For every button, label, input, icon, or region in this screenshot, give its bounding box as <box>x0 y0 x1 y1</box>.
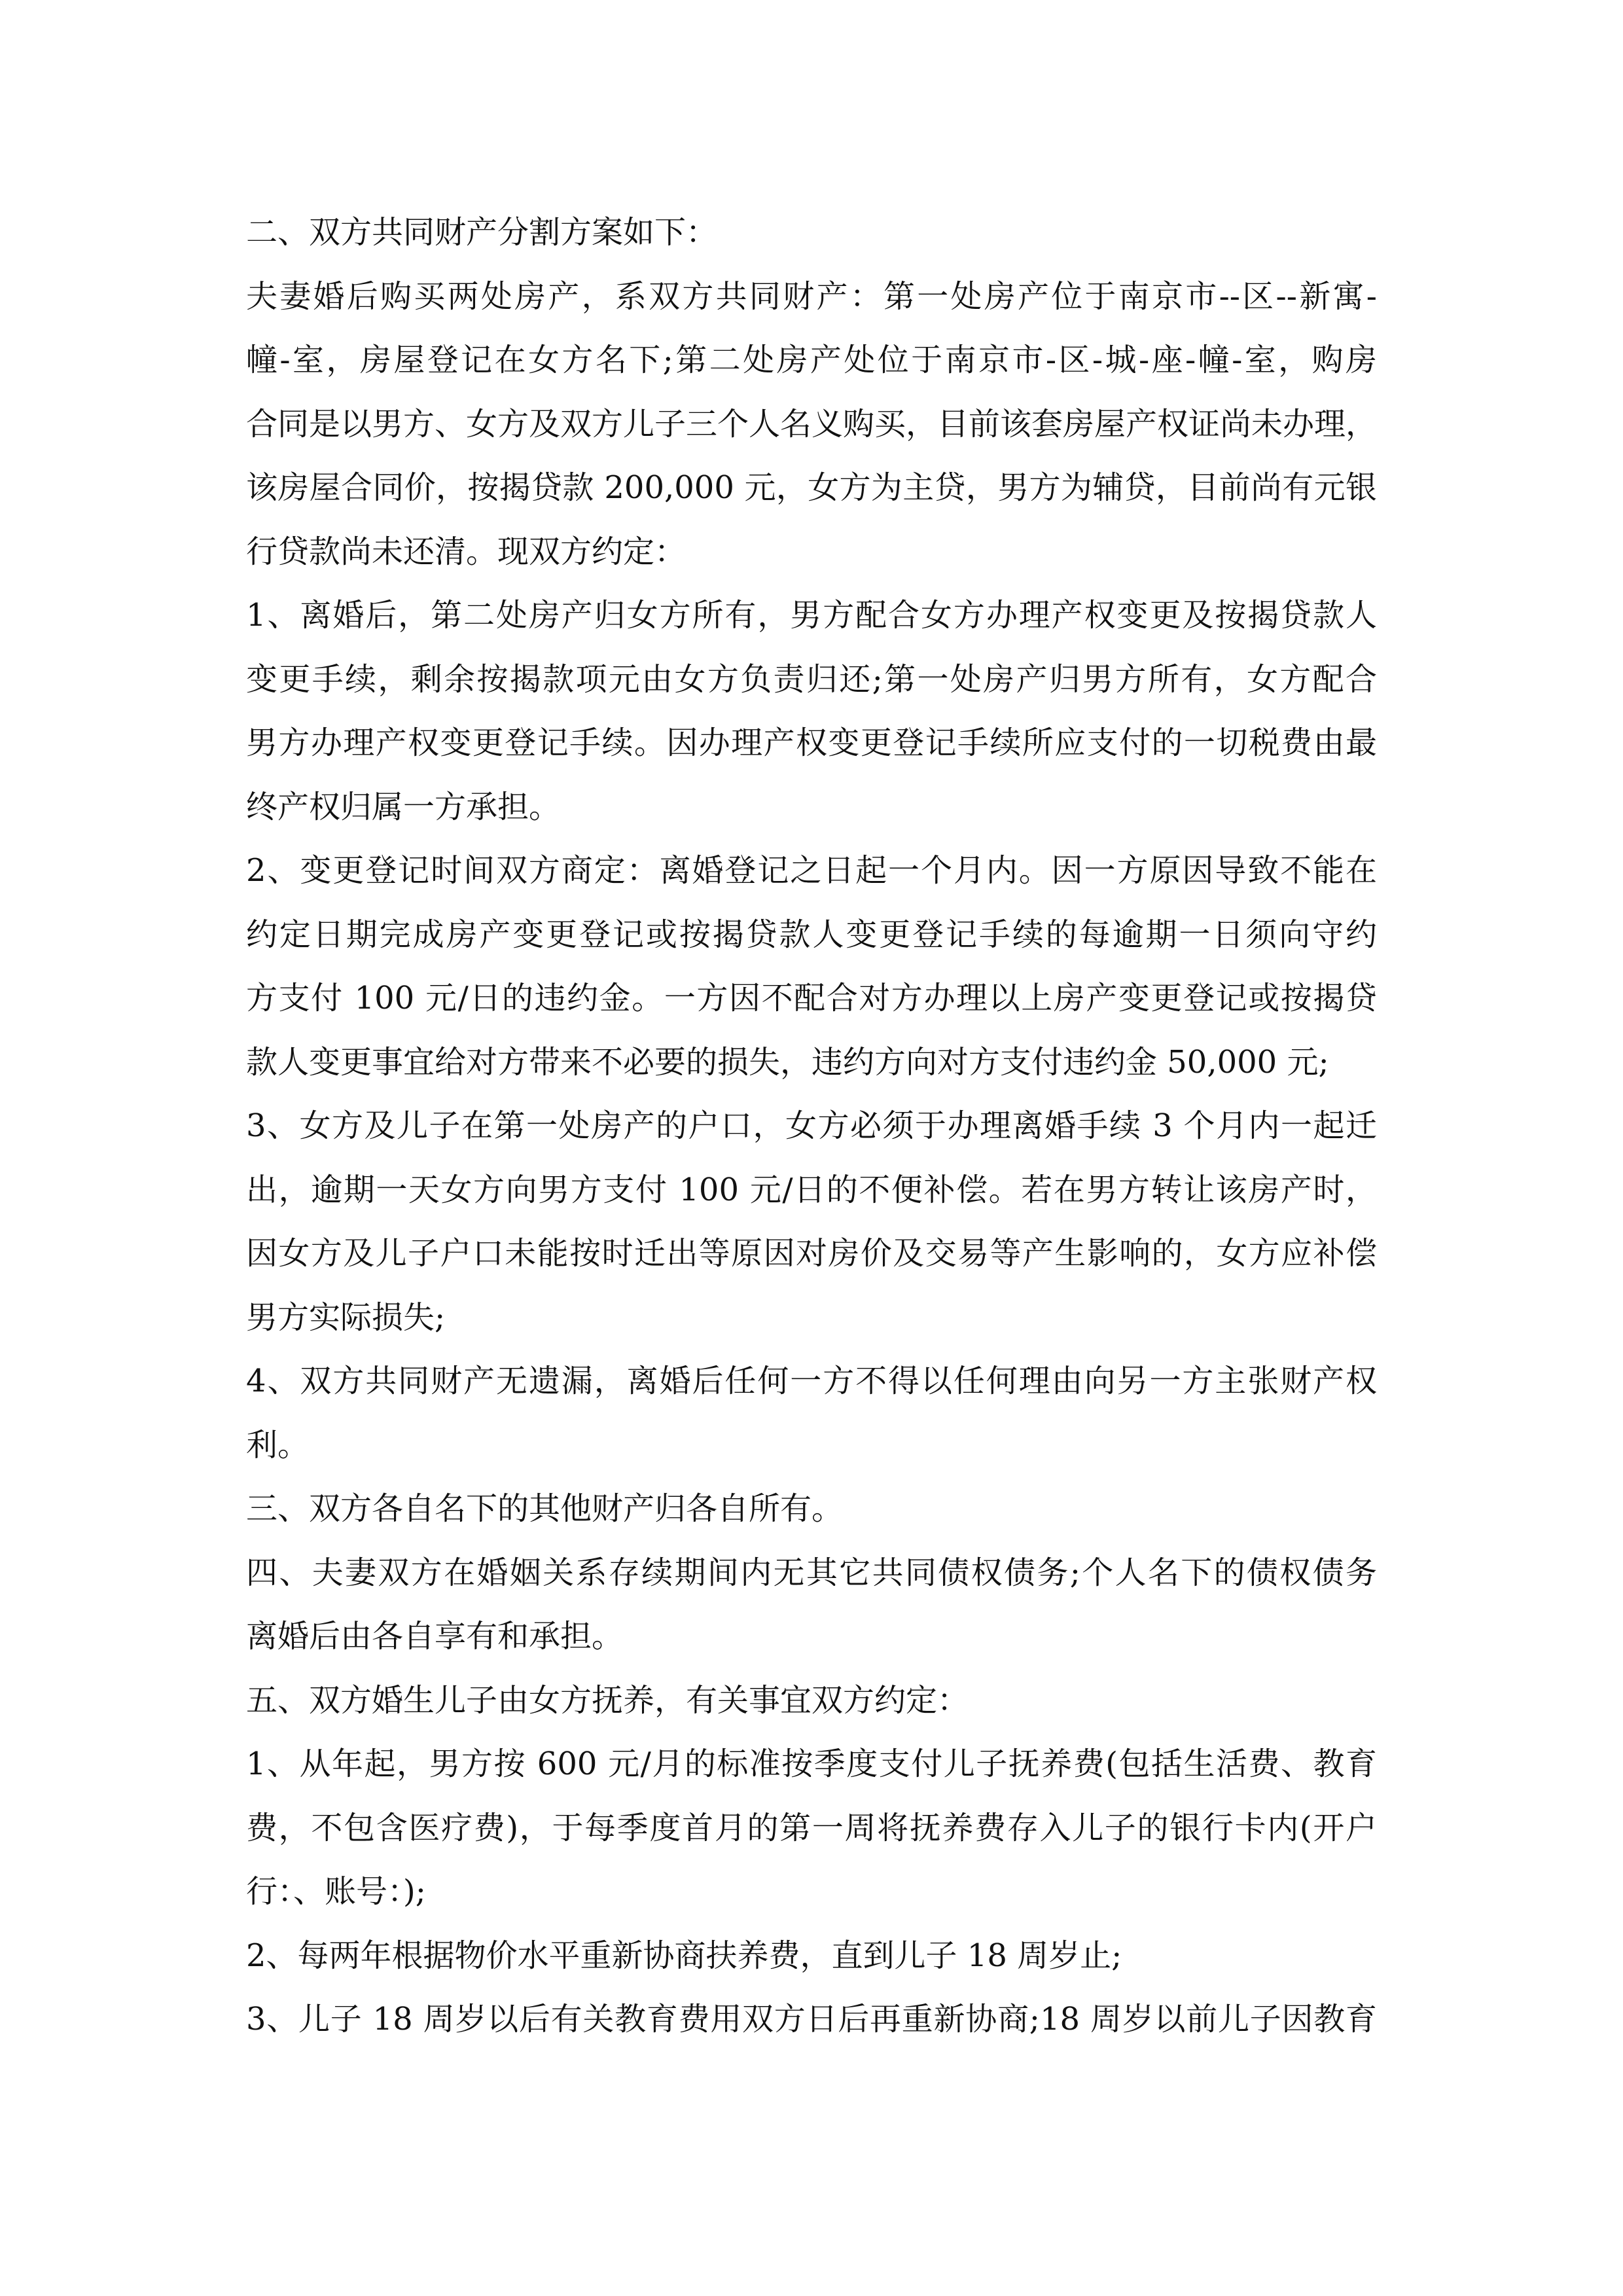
paragraph-line: 离婚后由各自享有和承担。 <box>246 1618 624 1655</box>
list-item-line: 出，逾期一天女方向男方支付 100 元/日的不便补偿。若在男方转让该房产时， <box>246 1171 1377 1208</box>
list-item-line: 费，不包含医疗费)，于每季度首月的第一周将抚养费存入儿子的银行卡内(开户 <box>246 1809 1377 1846</box>
list-item-line: 2、变更登记时间双方商定：离婚登记之日起一个月内。因一方原因导致不能在 <box>246 852 1377 889</box>
section-heading-4: 四、夫妻双方在婚姻关系存续期间内无其它共同债权债务;个人名下的债权债务 <box>246 1554 1377 1591</box>
list-item-line: 约定日期完成房产变更登记或按揭贷款人变更登记手续的每逾期一日须向守约 <box>246 916 1377 953</box>
list-item-line: 行：、账号：); <box>246 1873 426 1910</box>
list-item-line: 2、每两年根据物价水平重新协商扶养费，直到儿子 18 周岁止; <box>246 1937 1122 1974</box>
paragraph-line: 幢-室，房屋登记在女方名下;第二处房产处位于南京市-区-城-座-幢-室，购房 <box>246 342 1377 378</box>
list-item-line: 4、双方共同财产无遗漏，离婚后任何一方不得以任何理由向另一方主张财产权 <box>246 1363 1377 1399</box>
section-heading-5: 五、双方婚生儿子由女方抚养，有关事宜双方约定： <box>246 1681 969 1719</box>
paragraph-line: 行贷款尚未还清。现双方约定： <box>246 533 687 570</box>
paragraph-line: 该房屋合同价，按揭贷款 200,000 元，女方为主贷，男方为辅贷，目前尚有元银 <box>246 469 1377 506</box>
list-item-line: 1、从年起，男方按 600 元/月的标准按季度支付儿子抚养费(包括生活费、教育 <box>246 1746 1377 1782</box>
document-body <box>246 201 1377 2052</box>
list-item-line: 款人变更事宜给对方带来不必要的损失，违约方向对方支付违约金 50,000 元; <box>246 1043 1329 1081</box>
paragraph-line: 合同是以男方、女方及双方儿子三个人名义购买，目前该套房屋产权证尚未办理， <box>246 405 1378 442</box>
list-item-line: 3、儿子 18 周岁以后有关教育费用双方日后再重新协商;18 周岁以前儿子因教育 <box>246 2001 1377 2037</box>
list-item-line: 1、离婚后，第二处房产归女方所有，男方配合女方办理产权变更及按揭贷款人 <box>246 597 1377 634</box>
list-item-line: 方支付 100 元/日的违约金。一方因不配合对方办理以上房产变更登记或按揭贷 <box>246 980 1377 1016</box>
list-item-line: 终产权归属一方承担。 <box>246 788 561 825</box>
list-item-line: 3、女方及儿子在第一处房产的户口，女方必须于办理离婚手续 3 个月内一起迁 <box>246 1107 1377 1144</box>
list-item-line: 因女方及儿子户口未能按时迁出等原因对房价及交易等产生影响的，女方应补偿 <box>246 1235 1377 1272</box>
list-item-line: 男方办理产权变更登记手续。因办理产权变更登记手续所应支付的一切税费由最 <box>246 725 1377 761</box>
section-heading-3: 三、双方各自名下的其他财产归各自所有。 <box>246 1490 844 1527</box>
list-item-line: 男方实际损失; <box>246 1299 446 1336</box>
list-item-line: 利。 <box>246 1426 310 1463</box>
section-heading-2: 二、双方共同财产分割方案如下： <box>246 214 718 251</box>
list-item-line: 变更手续，剩余按揭款项元由女方负责归还;第一处房产归男方所有，女方配合 <box>246 660 1377 698</box>
paragraph-line: 夫妻婚后购买两处房产，系双方共同财产：第一处房产位于南京市--区--新寓- <box>246 278 1377 315</box>
